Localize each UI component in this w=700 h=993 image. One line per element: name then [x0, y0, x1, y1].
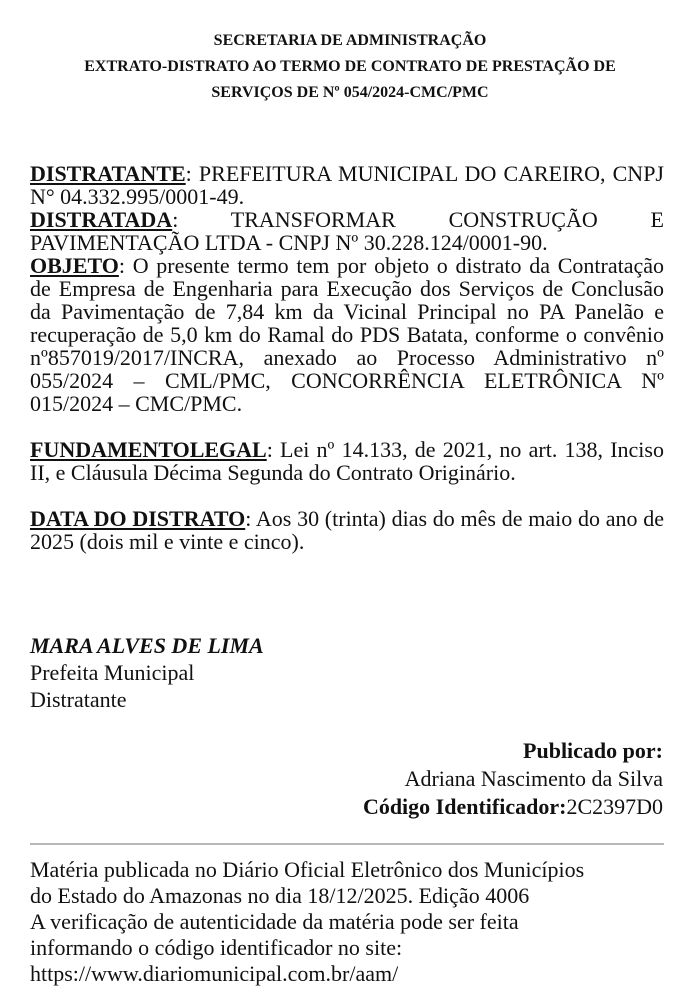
- signatory-party: Distratante: [30, 687, 127, 712]
- footer-line-3: A verificação de autenticidade da matéria pode ser feita: [30, 909, 519, 934]
- document-header: [20, 28, 680, 106]
- publication-block: [363, 737, 663, 821]
- fundamento-paragraph: FUNDAMENTOLEGAL: Lei nº 14.133, de 2021, no art. 138, Inciso II, e Cláusula Décima Segunda do Contrato Originário.: [30, 437, 664, 485]
- distratante-label: DISTRATANTE: [30, 161, 186, 186]
- footer-line-1: Matéria publicada no Diário Oficial Eletrônico dos Municípios: [30, 857, 585, 882]
- published-by-label: Publicado por:: [523, 738, 663, 763]
- footer-divider: [30, 843, 664, 845]
- header-title: EXTRATO-DISTRATO AO TERMO DE CONTRATO DE PRESTAÇÃO DE: [84, 58, 616, 75]
- signatory-role: Prefeita Municipal: [30, 660, 195, 685]
- objeto-paragraph: OBJETO: O presente termo tem por objeto o distrato da Contratação de Empresa de Engenharia para Execução dos Serviços de Conclusão da Pavimentação de 7,84 km da Vicinal Principal no PA Panelão e recuperação de 5,0 km do Ramal do PDS Batata, conforme o convênio nº857019/2017/INCRA, anexado ao Processo Administrativo nº 055/2024 – CML/PMC, CONCORRÊNCIA ELETRÔNICA Nº 015/2024 – CMC/PMC.: [30, 253, 664, 416]
- footer-line-4: informando o código identificador no site:: [30, 935, 403, 960]
- distratante-text: PREFEITURA MUNICIPAL DO CAREIRO, CNPJ N° 04.332.995/0001-49.: [30, 161, 664, 209]
- objeto-text: O presente termo tem por objeto o distrato da Contratação de Empresa de Engenharia para Execução dos Serviços de Conclusão da Pavimentação de 7,84 km da Vicinal Principal no PA Panelão e recuperação de 5,0 km do Ramal do PDS Batata, conforme o convênio nº857019/2017/INCRA, anexado ao Processo Administrativo nº 055/2024 – CML/PMC, CONCORRÊNCIA ELETRÔNICA Nº 015/2024 – CMC/PMC.: [30, 253, 664, 416]
- footer: [30, 857, 584, 987]
- distratante-paragraph: DISTRATANTE: PREFEITURA MUNICIPAL DO CAREIRO, CNPJ N° 04.332.995/0001-49.: [30, 161, 664, 209]
- footer-line-2: do Estado do Amazonas no dia 18/12/2025. Edição 4006: [30, 883, 530, 908]
- header-subtitle: SERVIÇOS DE Nº 054/2024-CMC/PMC: [211, 84, 489, 101]
- signatory-name: MARA ALVES DE LIMA: [30, 633, 264, 658]
- header-secretaria: SECRETARIA DE ADMINISTRAÇÃO: [213, 32, 487, 49]
- data-distrato-text: Aos 30 (trinta) dias do mês de maio do ano de 2025 (dois mil e vinte e cinco).: [30, 506, 664, 554]
- footer-url-link[interactable]: https://www.diariomunicipal.com.br/aam/: [30, 961, 399, 986]
- distratada-label: DISTRATADA: [30, 207, 173, 232]
- fundamento-text: Lei nº 14.133, de 2021, no art. 138, Inciso II, e Cláusula Décima Segunda do Contrato Originário.: [30, 437, 664, 485]
- objeto-label: OBJETO: [30, 253, 119, 278]
- distratada-text: TRANSFORMAR CONSTRUÇÃO E PAVIMENTAÇÃO LTDA - CNPJ Nº 30.228.124/0001-90.: [30, 207, 664, 255]
- identifier-code: 2C2397D0: [566, 794, 663, 819]
- data-distrato-paragraph: DATA DO DISTRATO: Aos 30 (trinta) dias do mês de maio do ano de 2025 (dois mil e vinte e cinco).: [30, 506, 664, 554]
- fundamento-label: FUNDAMENTOLEGAL: [30, 437, 267, 462]
- document-body: [30, 162, 664, 553]
- signature-block: [30, 632, 264, 713]
- code-label: Código Identificador:: [362, 794, 567, 819]
- distratada-paragraph: DISTRATADA: TRANSFORMAR CONSTRUÇÃO E PAVIMENTAÇÃO LTDA - CNPJ Nº 30.228.124/0001-90.: [30, 207, 664, 255]
- publisher-name: Adriana Nascimento da Silva: [404, 766, 663, 791]
- data-distrato-label: DATA DO DISTRATO: [30, 506, 246, 531]
